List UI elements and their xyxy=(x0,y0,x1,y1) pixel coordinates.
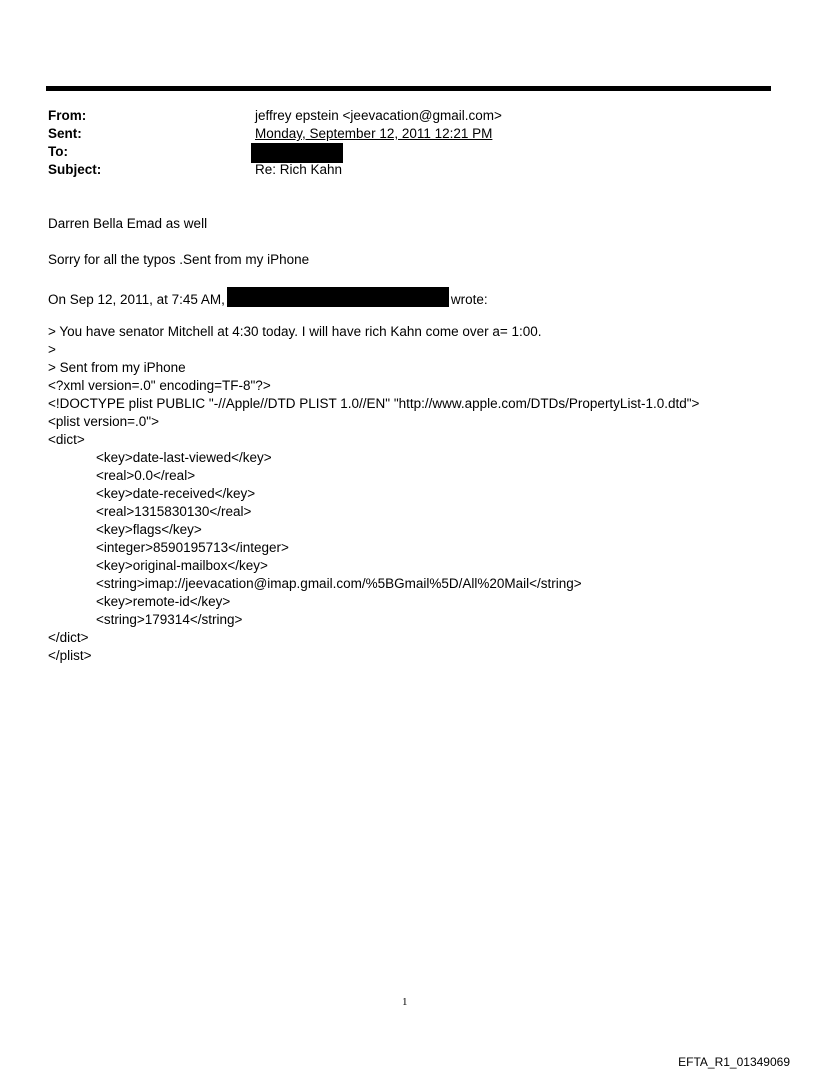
email-body xyxy=(48,215,699,665)
plist-dict-line: <key>flags</key> xyxy=(96,522,202,537)
wrote-suffix: wrote: xyxy=(450,292,488,307)
sent-label: Sent: xyxy=(48,126,82,141)
body-line: Darren Bella Emad as well xyxy=(48,216,208,231)
quoted-line: > Sent from my iPhone xyxy=(48,360,186,375)
wrote-line xyxy=(48,287,699,305)
plist-line: <dict> xyxy=(48,432,85,447)
plist-dict-line: <integer>8590195713</integer> xyxy=(96,540,289,555)
quoted-line: > You have senator Mitchell at 4:30 today. I will have rich Kahn come over a= 1:00. xyxy=(48,324,542,339)
sent-value: Monday, September 12, 2011 12:21 PM xyxy=(255,126,493,141)
page-number: 1 xyxy=(402,996,408,1008)
blank-line xyxy=(48,233,699,251)
from-label: From: xyxy=(48,108,87,123)
plist-line: <?xml version=.0" encoding=TF-8"?> xyxy=(48,378,271,393)
plist-dict-line: <key>remote-id</key> xyxy=(96,594,231,609)
header-divider-rule xyxy=(46,86,771,91)
body-line: Sorry for all the typos .Sent from my iPhone xyxy=(48,252,310,267)
to-redaction-block xyxy=(251,143,343,163)
plist-dict-line: <key>date-received</key> xyxy=(96,486,256,501)
plist-dict-line: <string>179314</string> xyxy=(96,612,243,627)
blank-line xyxy=(48,305,699,323)
plist-dict-line: <key>original-mailbox</key> xyxy=(96,558,268,573)
subject-label: Subject: xyxy=(48,162,102,177)
to-label: To: xyxy=(48,144,68,159)
blank-line xyxy=(48,269,699,287)
plist-end-line: </dict> xyxy=(48,630,89,645)
document-id: EFTA_R1_01349069 xyxy=(678,1055,790,1069)
plist-dict-line: <string>imap://jeevacation@imap.gmail.com/%5BGmail%5D/All%20Mail</string> xyxy=(96,576,582,591)
sender-redaction-block xyxy=(227,287,449,307)
plist-dict-line: <real>1315830130</real> xyxy=(96,504,252,519)
wrote-prefix: On Sep 12, 2011, at 7:45 AM, xyxy=(48,292,225,307)
quoted-line: > xyxy=(48,342,56,357)
plist-line: <!DOCTYPE plist PUBLIC "-//Apple//DTD PLIST 1.0//EN" "http://www.apple.com/DTDs/PropertyList-1.0.dtd"> xyxy=(48,396,700,411)
plist-dict-line: <real>0.0</real> xyxy=(96,468,196,483)
plist-end-line: </plist> xyxy=(48,648,92,663)
from-value: jeffrey epstein <jeevacation@gmail.com> xyxy=(255,108,502,123)
subject-value: Re: Rich Kahn xyxy=(255,162,343,177)
plist-line: <plist version=.0"> xyxy=(48,414,159,429)
plist-dict-line: <key>date-last-viewed</key> xyxy=(96,450,272,465)
